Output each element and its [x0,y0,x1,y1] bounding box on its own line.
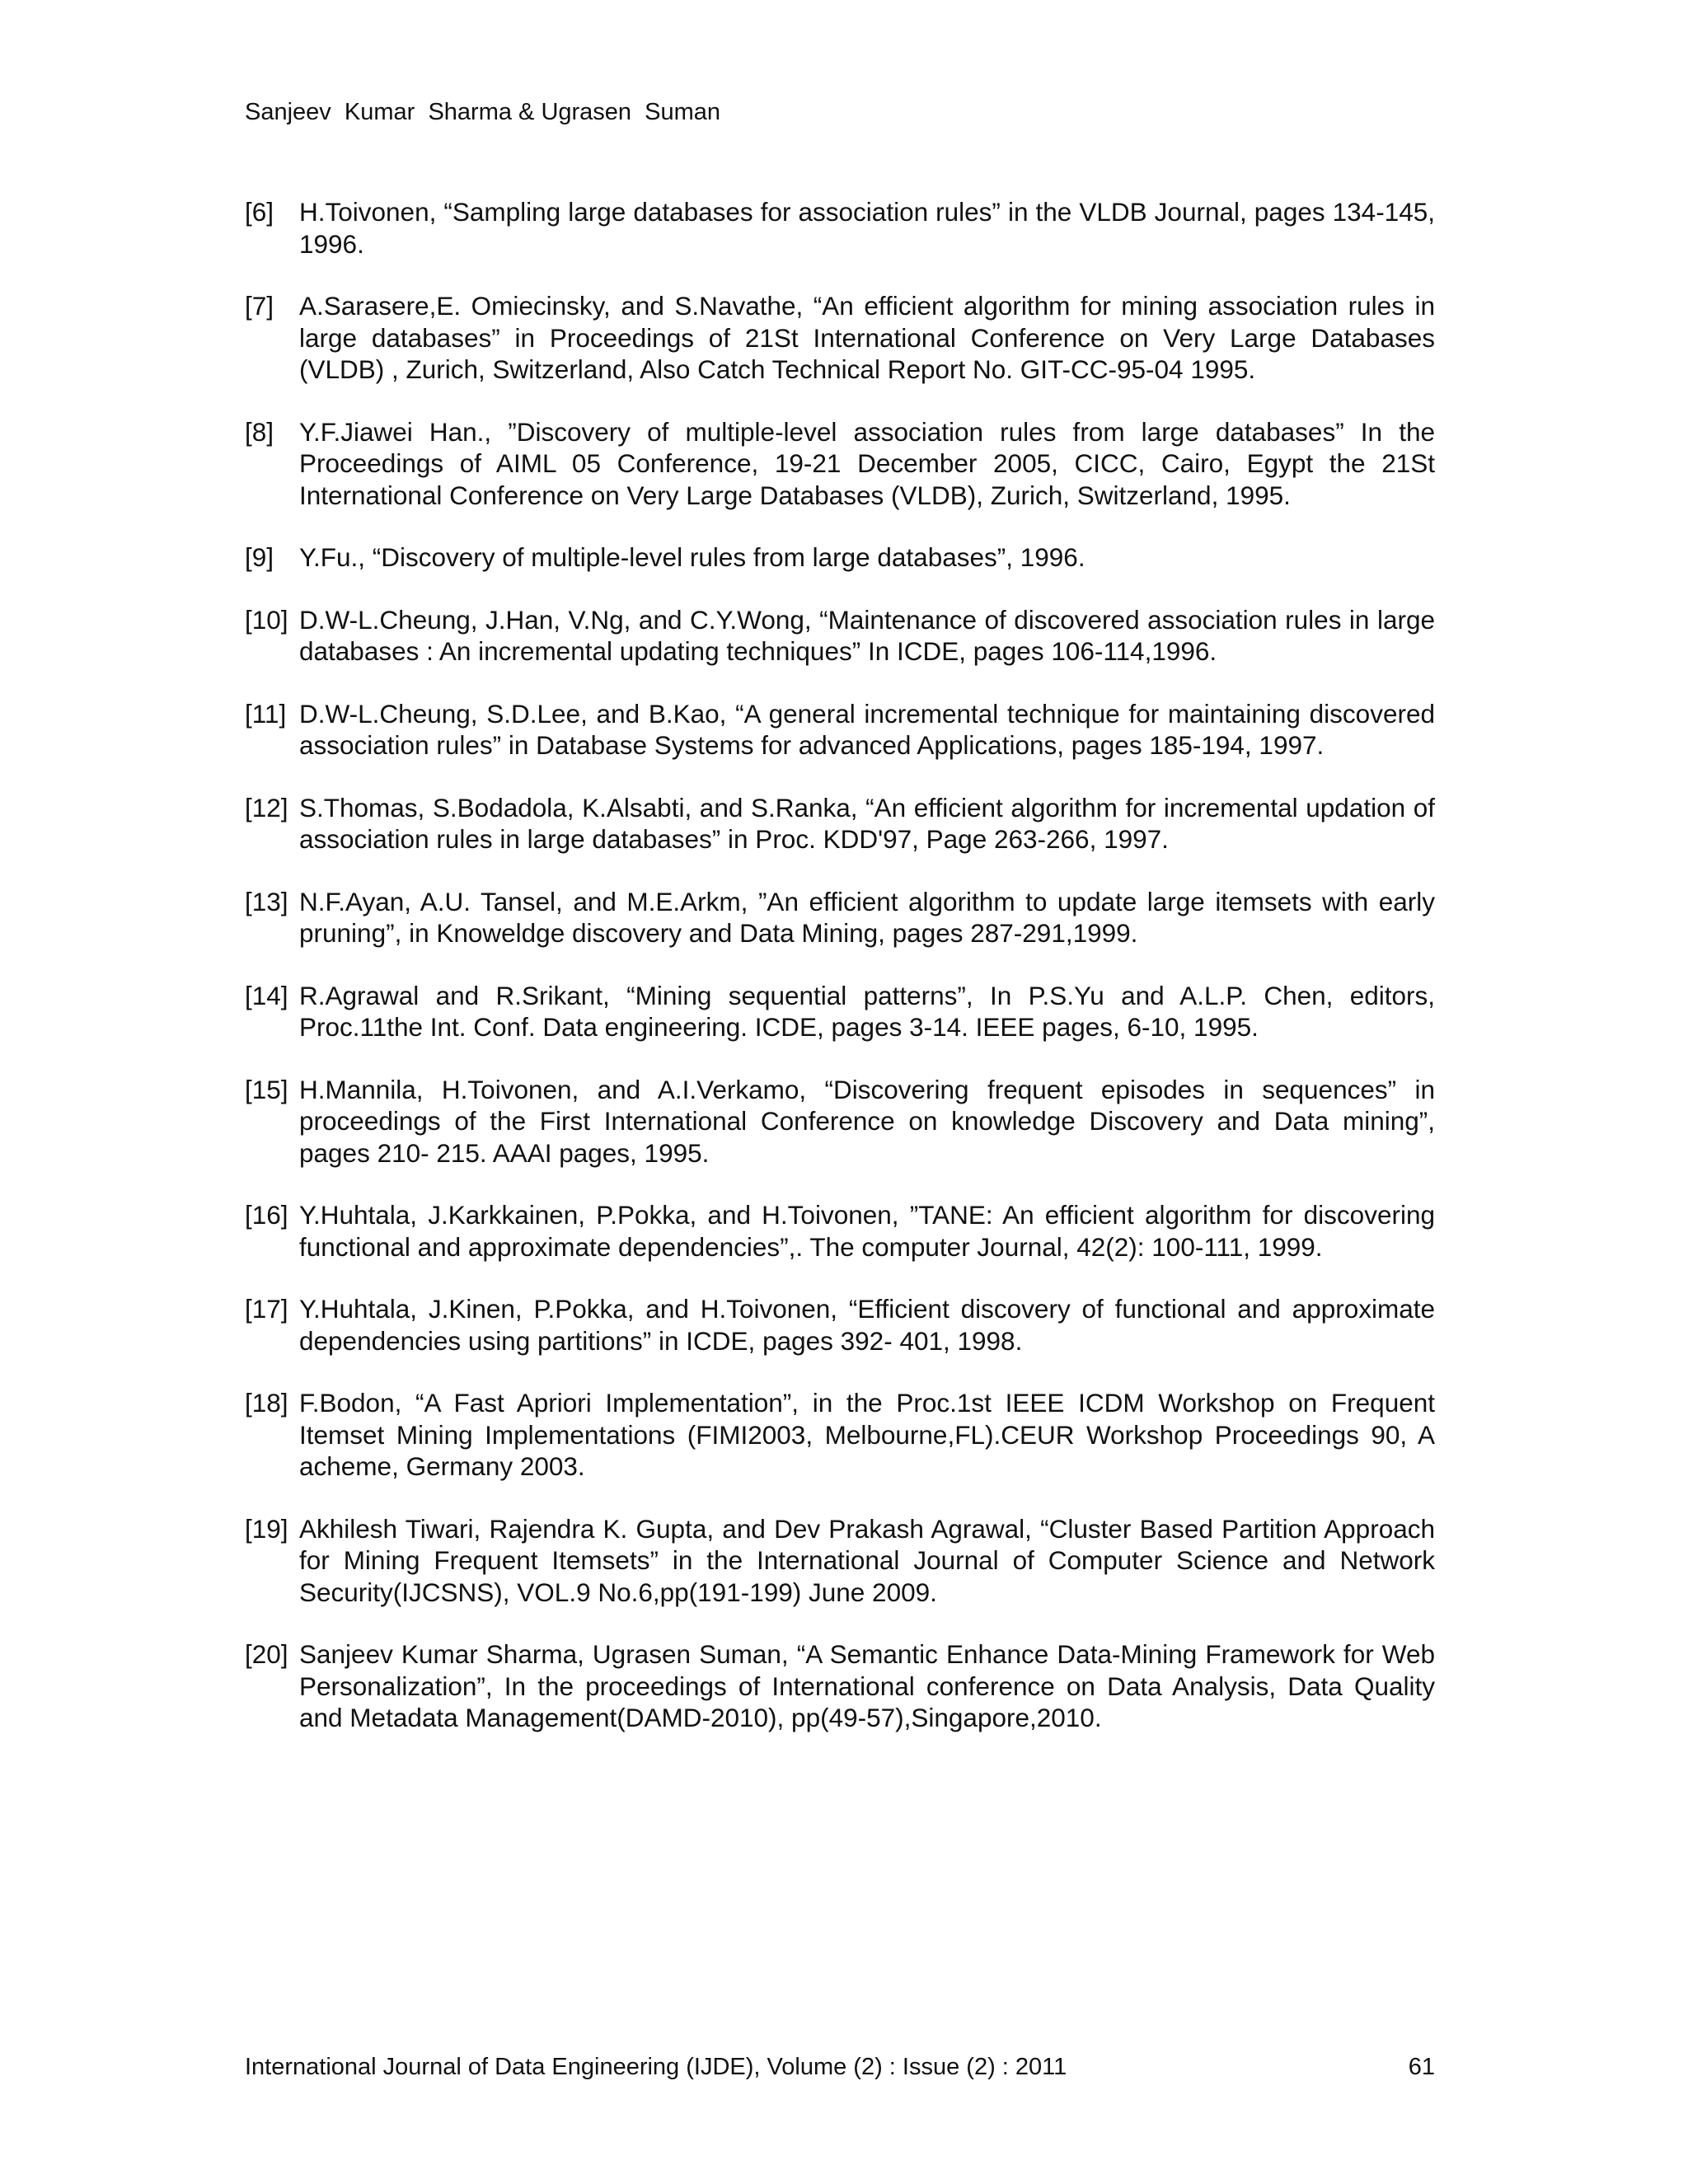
reference-item [245,1513,1435,1609]
reference-number: [14] [245,980,288,1010]
reference-text: D.W-L.Cheung, J.Han, V.Ng, and C.Y.Wong, “Maintenance of discovered association rules in large databases : An incremental updating techniques” In ICDE, pages 106-114,1996. [299,604,1435,666]
reference-number: [17] [245,1294,288,1324]
reference-item [245,604,1435,668]
reference-item [245,792,1435,855]
reference-text: Y.Huhtala, J.Kinen, P.Pokka, and H.Toivonen, “Efficient discovery of functional and approximate dependencies using partitions” in ICDE, pages 392- 401, 1998. [299,1294,1435,1356]
reference-number: [13] [245,886,288,916]
reference-text: Y.F.Jiawei Han., ”Discovery of multiple-level association rules from large databases” In the Proceedings of AIML 05 Conference, 19-21 December 2005, CICC, Cairo, Egypt the 21St International Conference on Very Large Databases (VLDB), Zurich, Switzerland, 1995. [299,416,1435,510]
reference-text: Y.Fu., “Discovery of multiple-level rules from large databases”, 1996. [299,542,1085,572]
reference-text: H.Toivonen, “Sampling large databases for association rules” in the VLDB Journal, pages 134-145, 1996. [299,197,1435,259]
reference-text: S.Thomas, S.Bodadola, K.Alsabti, and S.Ranka, “An efficient algorithm for incremental updation of association rules in large databases” in Proc. KDD'97, Page 263-266, 1997. [299,792,1435,854]
footer-journal-citation: International Journal of Data Engineering (IJDE), Volume (2) : Issue (2) : 2011 [245,2054,1067,2080]
reference-number: [20] [245,1639,288,1669]
reference-text: F.Bodon, “A Fast Apriori Implementation”, in the Proc.1st IEEE ICDM Workshop on Frequent Itemset Mining Implementations (FIMI2003, Melbourne,FL).CEUR Workshop Proceedings 90, A acheme, Germany 2003. [299,1388,1435,1481]
reference-text: H.Mannila, H.Toivonen, and A.I.Verkamo, “Discovering frequent episodes in sequences” in proceedings of the First International Conference on knowledge Discovery and Data mining”, pages 210- 215. AAAI pages, 1995. [299,1074,1435,1168]
reference-number: [19] [245,1513,288,1544]
reference-text: N.F.Ayan, A.U. Tansel, and M.E.Arkm, ”An efficient algorithm to update large itemsets with early pruning”, in Knoweldge discovery and Data Mining, pages 287-291,1999. [299,886,1435,948]
reference-list [245,196,1435,1765]
page-number: 61 [1408,2054,1435,2080]
reference-item [245,886,1435,949]
reference-item [245,1074,1435,1169]
page-footer [245,2052,1435,2082]
reference-number: [11] [245,698,287,729]
reference-number: [10] [245,604,288,635]
reference-number: [16] [245,1200,288,1230]
reference-number: [15] [245,1074,288,1104]
reference-item [245,1293,1435,1357]
reference-item [245,416,1435,512]
reference-item [245,1638,1435,1734]
reference-item [245,980,1435,1043]
reference-text: Y.Huhtala, J.Karkkainen, P.Pokka, and H.Toivonen, ”TANE: An efficient algorithm for discovering functional and approximate dependencies”,. The computer Journal, 42(2): 100-111, 1999. [299,1200,1435,1262]
reference-number: [6] [245,197,274,227]
reference-number: [18] [245,1388,288,1418]
reference-number: [12] [245,792,288,823]
reference-item [245,1387,1435,1483]
reference-number: [9] [245,542,274,572]
reference-text: Sanjeev Kumar Sharma, Ugrasen Suman, “A Semantic Enhance Data-Mining Framework for Web Personalization”, In the proceedings of International conference on Data Analysis, Data Quality and Metadata Management(DAMD-2010), pp(49-57),Singapore,2010. [299,1639,1435,1732]
reference-text: A.Sarasere,E. Omiecinsky, and S.Navathe, “An efficient algorithm for mining association rules in large databases” in Proceedings of 21St International Conference on Very Large Databases (VLDB) , Zurich, Switzerland, Also Catch Technical Report No. GIT-CC-95-04 1995. [299,291,1435,384]
reference-item [245,1199,1435,1263]
reference-item [245,196,1435,260]
reference-number: [7] [245,291,274,321]
reference-item [245,698,1435,762]
reference-text: Akhilesh Tiwari, Rajendra K. Gupta, and Dev Prakash Agrawal, “Cluster Based Partition Approach for Mining Frequent Itemsets” in the International Journal of Computer Science and Network Security(IJCSNS), VOL.9 No.6,pp(191-199) June 2009. [299,1513,1435,1607]
running-header: Sanjeev Kumar Sharma & Ugrasen Suman [245,99,721,125]
reference-text: R.Agrawal and R.Srikant, “Mining sequential patterns”, In P.S.Yu and A.L.P. Chen, editors, Proc.11the Int. Conf. Data engineering. ICDE, pages 3-14. IEEE pages, 6-10, 1995. [299,980,1435,1042]
reference-number: [8] [245,416,274,447]
reference-text: D.W-L.Cheung, S.D.Lee, and B.Kao, “A general incremental technique for maintaining discovered association rules” in Database Systems for advanced Applications, pages 185-194, 1997. [299,698,1435,760]
reference-item [245,290,1435,386]
reference-item [245,541,1435,574]
